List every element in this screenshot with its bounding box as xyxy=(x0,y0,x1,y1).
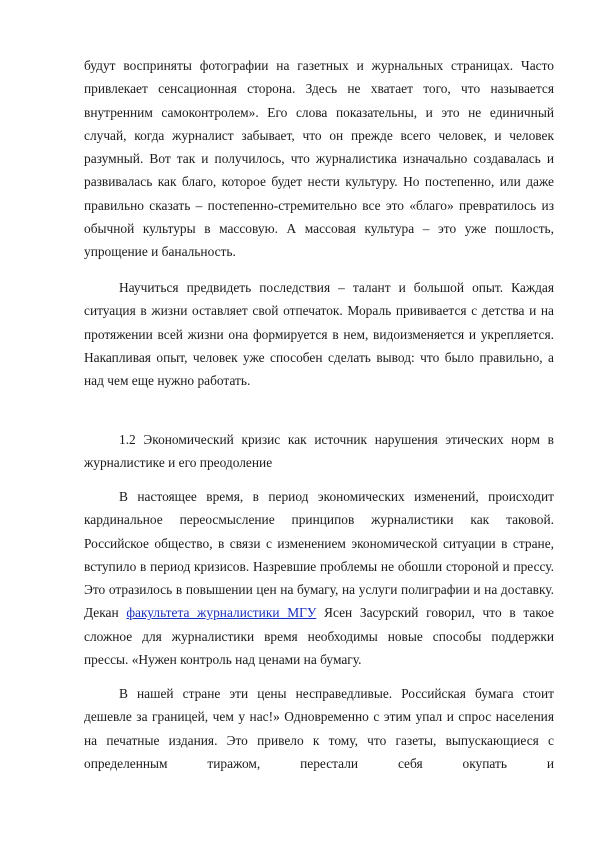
paragraph-economic-crisis xyxy=(84,485,554,671)
paragraph-consequences: Научиться предвидеть последствия – талант и большой опыт. Каждая ситуация в жизни оставляет свой отпечаток. Мораль прививается с детства и на протяжении всей жизни она формируется в нем, видоизменяется и укрепляется. Накапливая опыт, человек уже способен сделать вывод: что было правильно, а над чем еще нужно работать. xyxy=(84,280,554,389)
paragraph-paper-prices: В нашей стране эти цены несправедливые. Российская бумага стоит дешевле за границей, чем у нас!» Одновременно с этим упал и спрос населения на печатные издания. Это привело к тому, что газеты, выпускающиеся с определенным тиражом, перестали себя окупать и xyxy=(84,686,554,771)
paragraph-continuation: будут восприняты фотографии на газетных и журнальных страницах. Часто привлекает сенсационная сторона. Здесь не хватает того, что называется внутренним самоконтролем». Его слова показательны, и это не единичный случай, когда журналист забывает, что он прежде всего человек, и человек разумный. Вот так и получилось, что журналистика изначально создавалась и развивалась как благо, которое будет нести культуру. Но постепенно, или даже правильно сказать – постепенно-стремительно все это «благо» превратилось из обычной культуры в массовую. А массовая культура – это уже пошлость, упрощение и банальность. xyxy=(84,58,554,260)
faculty-link[interactable]: факультета журналистики МГУ xyxy=(126,605,317,621)
paragraph-text-after-link: Ясен Засурский говорил, что в такое сложное для журналистики время необходимы новые способы поддержки прессы. «Нужен контроль над ценами на бумагу. xyxy=(84,605,554,668)
paragraph-text-before-link: В настоящее время, в период экономических изменений, происходит кардинальное переосмысление принципов журналистики как таковой. Российское общество, в связи с изменением экономической ситуации в стране, вступило в период кризисов. Назревшие проблемы не обошли стороной и прессу. Это отразилось в повышении цен на бумагу, на услуги полиграфии и на доставку. Декан xyxy=(84,489,554,621)
section-heading: 1.2 Экономический кризис как источник нарушения этических норм в журналистике и его преодоление xyxy=(84,432,554,471)
